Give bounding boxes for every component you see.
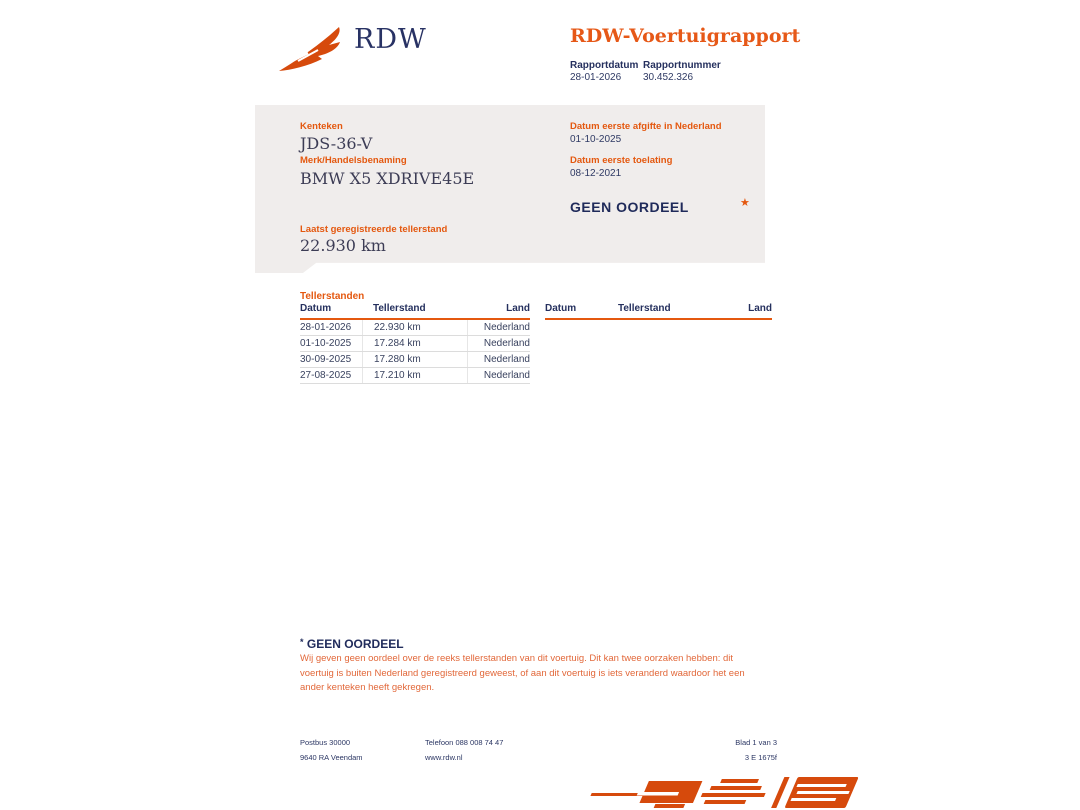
rdw-logo-icon	[278, 26, 348, 72]
footer-form-code: 3 E 1675f	[744, 753, 777, 762]
toelating-value: 08-12-2021	[570, 168, 622, 179]
footer-address-line1: Postbus 30000	[300, 738, 351, 747]
table-header-row	[300, 303, 530, 320]
cell-land: Nederland	[483, 338, 530, 349]
laatste-tellerstand-value: 22.930 km	[300, 236, 386, 255]
footer-phone: Telefoon 088 008 74 47	[425, 738, 504, 747]
cell-tellerstand: 17.284 km	[362, 336, 468, 351]
report-date-label: Rapportdatum	[570, 60, 639, 71]
report-number-label: Rapportnummer	[643, 60, 721, 71]
cell-datum: 28-01-2026	[300, 322, 352, 333]
toelating-label: Datum eerste toelating	[570, 155, 673, 166]
cell-land: Nederland	[483, 370, 530, 381]
footnote-title	[300, 637, 404, 651]
table-header-row	[545, 303, 772, 320]
report-title: RDW-Voertuigrapport	[570, 25, 801, 47]
footnote-body: Wij geven geen oordeel over de reeks tellerstanden van dit voertuig. Dit kan twee oorzaken hebben: dit voertuig is buiten Nederland geregistreerd geweest, of aan dit voertuig is iets veranderd waardoor het een ander kenteken heeft gekregen.	[300, 653, 745, 693]
cell-land: Nederland	[483, 354, 530, 365]
column-header-tellerstand: Tellerstand	[618, 303, 671, 314]
merk-label: Merk/Handelsbenaming	[300, 155, 407, 166]
footer-website[interactable]: www.rdw.nl	[425, 753, 463, 762]
footnote-asterisk: *	[300, 637, 304, 647]
column-header-land: Land	[506, 303, 530, 314]
afgifte-label: Datum eerste afgifte in Nederland	[570, 121, 722, 132]
cell-datum: 27-08-2025	[300, 370, 352, 381]
report-date-value: 28-01-2026	[570, 72, 622, 83]
column-header-datum: Datum	[545, 303, 577, 314]
cell-tellerstand: 17.210 km	[362, 368, 468, 383]
cell-tellerstand: 17.280 km	[362, 352, 468, 367]
afgifte-value: 01-10-2025	[570, 134, 622, 145]
kenteken-value: JDS-36-V	[300, 134, 373, 153]
merk-value: BMW X5 XDRIVE45E	[300, 169, 475, 188]
table-row	[300, 352, 530, 368]
tellerstanden-table-left	[300, 303, 530, 384]
cell-datum: 01-10-2025	[300, 338, 352, 349]
footnote-title-text: GEEN OORDEEL	[306, 637, 404, 651]
report-number-value: 30.452.326	[643, 72, 694, 83]
column-header-datum: Datum	[300, 303, 332, 314]
table-row	[300, 368, 530, 384]
kenteken-label: Kenteken	[300, 121, 343, 132]
footer-address-line2: 9640 RA Veendam	[300, 753, 363, 762]
rdw-logo-text: RDW	[354, 24, 427, 55]
laatste-tellerstand-label: Laatst geregistreerde tellerstand	[300, 224, 448, 235]
table-row	[300, 336, 530, 352]
table-row	[300, 320, 530, 336]
oordeel-status: GEEN OORDEEL	[570, 199, 689, 215]
cell-tellerstand: 22.930 km	[362, 320, 468, 335]
tellerstanden-table-right	[545, 303, 772, 320]
column-header-land: Land	[748, 303, 772, 314]
footer-page-number: Blad 1 van 3	[735, 738, 777, 747]
column-header-tellerstand: Tellerstand	[373, 303, 426, 314]
tellerstanden-section-title: Tellerstanden	[300, 291, 365, 302]
cell-land: Nederland	[483, 322, 530, 333]
cell-datum: 30-09-2025	[300, 354, 352, 365]
rdw-stripes-graphic	[585, 774, 860, 810]
oordeel-star-icon: ★	[740, 197, 750, 209]
